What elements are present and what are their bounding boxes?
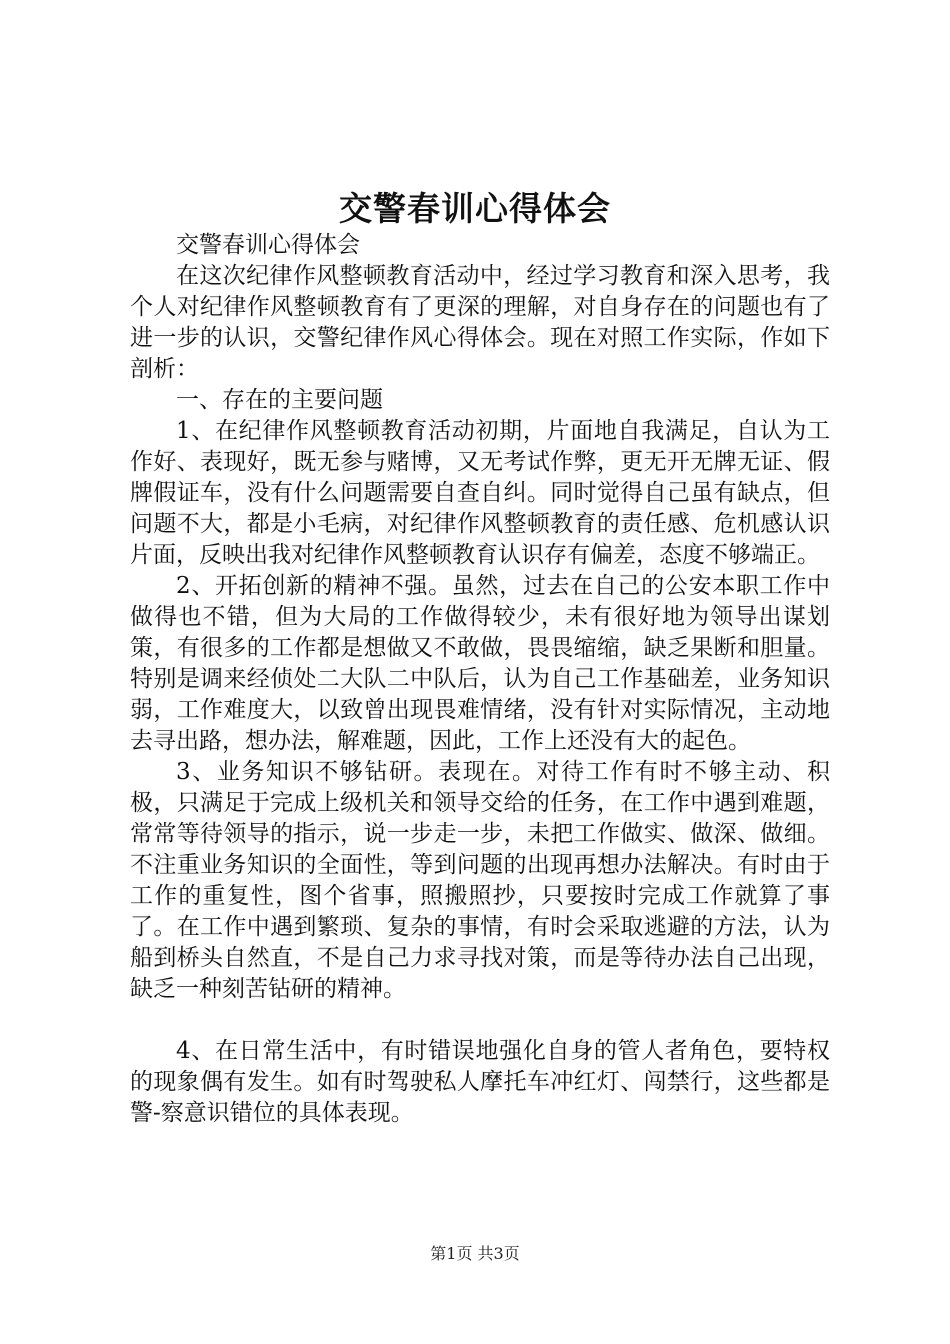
paragraph-item-3: 3、业务知识不够钻研。表现在。对待工作有时不够主动、积极，只满足于完成上级机关和领导交给的任务，在工作中遇到难题，常常等待领导的指示，说一步走一步，未把工作做实、做深、做细。不注重业务知识的全面性，等到问题的出现再想办法解决。有时由于工作的重复性，图个省事，照搬照抄，只要按时完成工作就算了事了。在工作中遇到繁琐、复杂的事情，有时会采取逃避的方法，认为船到桥头自然直，不是自己力求寻找对策，而是等待办法自己出现，缺乏一种刻苦钻研的精神。 <box>130 759 830 1002</box>
paragraph-intro: 在这次纪律作风整顿教育活动中，经过学习教育和深入思考，我个人对纪律作风整顿教育有了更深的理解，对自身存在的问题也有了进一步的认识，交警纪律作风心得体会。现在对照工作实际，作如下剖析： <box>130 263 830 382</box>
page-title: 交警春训心得体会 <box>339 189 611 228</box>
document-body <box>130 230 830 1129</box>
page-footer: 第1页 共3页 <box>430 1244 520 1263</box>
paragraph-item-1: 1、在纪律作风整顿教育活动初期，片面地自我满足，自认为工作好、表现好，既无参与赌博，又无考试作弊，更无开无牌无证、假牌假证车，没有什么问题需要自查自纠。同时觉得自己虽有缺点，但问题不大，都是小毛病，对纪律作风整顿教育的责任感、危机感认识片面，反映出我对纪律作风整顿教育认识存有偏差，态度不够端正。 <box>130 418 830 568</box>
paragraph-item-2: 2、开拓创新的精神不强。虽然，过去在自己的公安本职工作中做得也不错，但为大局的工作做得较少，未有很好地为领导出谋划策，有很多的工作都是想做又不敢做，畏畏缩缩，缺乏果断和胆量。特别是调来经侦处二大队二中队后，认为自己工作基础差，业务知识弱，工作难度大，以致曾出现畏难情绪，没有针对实际情况，主动地去寻出路，想办法，解难题，因此，工作上还没有大的起色。 <box>130 573 830 754</box>
paragraph-item-4: 4、在日常生活中，有时错误地强化自身的管人者角色，要特权的现象偶有发生。如有时驾驶私人摩托车冲红灯、闯禁行，这些都是警-察意识错位的具体表现。 <box>130 1038 830 1126</box>
paragraph-subtitle: 交警春训心得体会 <box>176 232 360 258</box>
section-heading: 一、存在的主要问题 <box>176 387 383 413</box>
